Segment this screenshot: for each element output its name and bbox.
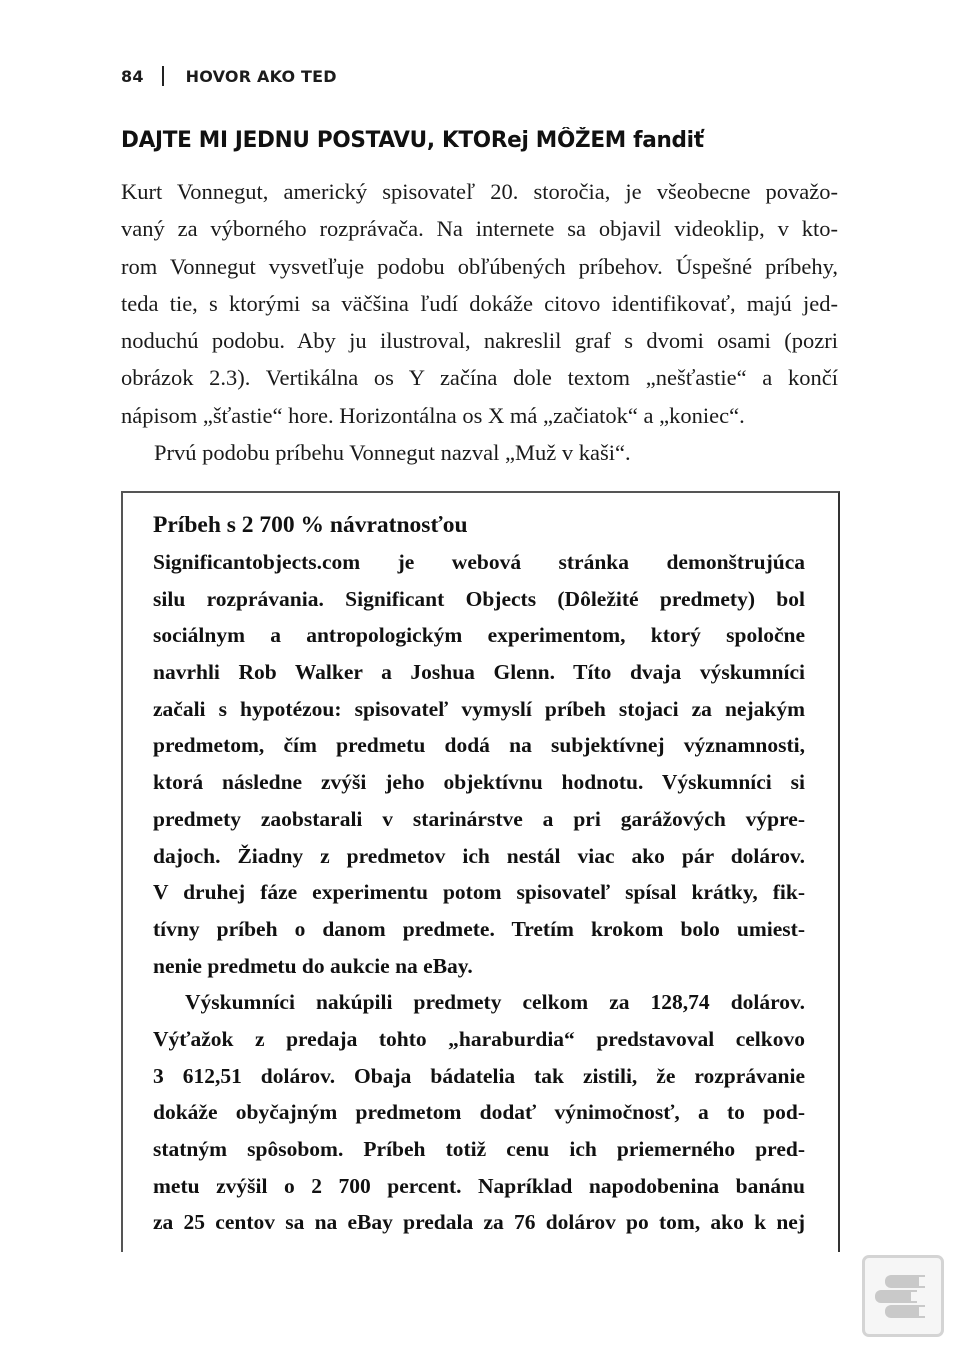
section-heading: DAJTE MI JEDNU POSTAVU, KTORej MÔŽEM fandiť xyxy=(121,128,704,153)
sidebar-paragraph-2 xyxy=(153,984,805,1241)
sidebar-paragraph-1 xyxy=(153,544,805,984)
body-paragraph xyxy=(121,173,838,471)
book-title: HOVOR AKO TED xyxy=(185,66,337,86)
text-line: Kurt Vonnegut, americký spisovateľ 20. storočia, je všeobecne považo- xyxy=(121,179,838,204)
text-line: 3 612,51 dolárov. Obaja bádatelia tak zistili, že rozprávanie xyxy=(153,1063,805,1088)
text-line: ktorá následne zvýši jeho objektívnu hodnotu. Výskumníci si xyxy=(153,770,805,795)
text-line: predmety zaobstarali v starinárstve a pri garážových výpre- xyxy=(153,806,805,831)
text-line: Výskumníci nakúpili predmety celkom za 128,74 dolárov. xyxy=(185,990,805,1015)
running-head xyxy=(121,64,337,88)
text-line: statným spôsobom. Príbeh totiž cenu ich priemerného pred- xyxy=(153,1137,805,1161)
text-line: rom Vonnegut vysvetľuje podobu obľúbených príbehov. Úspešné príbehy, xyxy=(121,253,838,279)
text-line: nápisom „šťastie“ hore. Horizontálna os X má „začiatok“ a „koniec“. xyxy=(121,402,745,428)
text-line: navrhli Rob Walker a Joshua Glenn. Títo dvaja výskumníci xyxy=(153,660,805,685)
book-stack-icon xyxy=(865,1258,941,1334)
text-line: metu zvýšil o 2 700 percent. Napríklad napodobenina banánu xyxy=(153,1173,805,1198)
sidebar-content xyxy=(153,506,805,1241)
text-line: teda tie, s ktorými sa väčšina ľudí dokáže citovo identifikovať, majú jed- xyxy=(121,290,838,316)
text-line: Výťažok z predaja tohto „haraburdia“ predstavoval celkovo xyxy=(153,1026,805,1051)
text-line: Significantobjects.com je webová stránka demonštrujúca xyxy=(153,550,805,574)
text-line: sociálnym a antropologickým experimentom, ktorý spoločne xyxy=(153,623,805,648)
running-head-separator xyxy=(162,66,164,86)
text-line: V druhej fáze experimentu potom spisovateľ spísal krátky, fik- xyxy=(153,880,805,905)
text-line: za 25 centov sa na eBay predala za 76 dolárov po tom, ako k nej xyxy=(153,1210,805,1235)
text-line: vaný za výborného rozprávača. Na internete sa objavil videoklip, v kto- xyxy=(121,216,838,242)
text-line: silu rozprávania. Significant Objects (Dôležité predmety) bol xyxy=(153,586,805,611)
text-line: predmetom, čím predmetu dodá na subjektívnej významnosti, xyxy=(153,733,805,758)
text-line: tívny príbeh o danom predmete. Tretím krokom bolo umiest- xyxy=(153,916,805,941)
text-line: obrázok 2.3). Vertikálna os Y začína dole textom „nešťastie“ a končí xyxy=(121,365,838,391)
text-line: dokáže obyčajným predmetom dodať výnimočnosť, a to pod- xyxy=(153,1100,805,1125)
sidebar-title: Príbeh s 2 700 % návratnosťou xyxy=(153,512,468,538)
text-line: noduchú podobu. Aby ju ilustroval, nakreslil graf s dvomi osami (pozri xyxy=(121,328,838,354)
page-number: 84 xyxy=(121,66,144,86)
text-line: dajoch. Žiadny z predmetov ich nestál viac ako pár dolárov. xyxy=(153,843,805,868)
text-line: nenie predmetu do aukcie na eBay. xyxy=(153,953,473,978)
book-menu-button[interactable] xyxy=(862,1255,944,1337)
text-line: začali s hypotézou: spisovateľ vymyslí príbeh stojaci za nejakým xyxy=(153,696,805,721)
text-line: Prvú podobu príbehu Vonnegut nazval „Muž v kaši“. xyxy=(154,440,631,466)
